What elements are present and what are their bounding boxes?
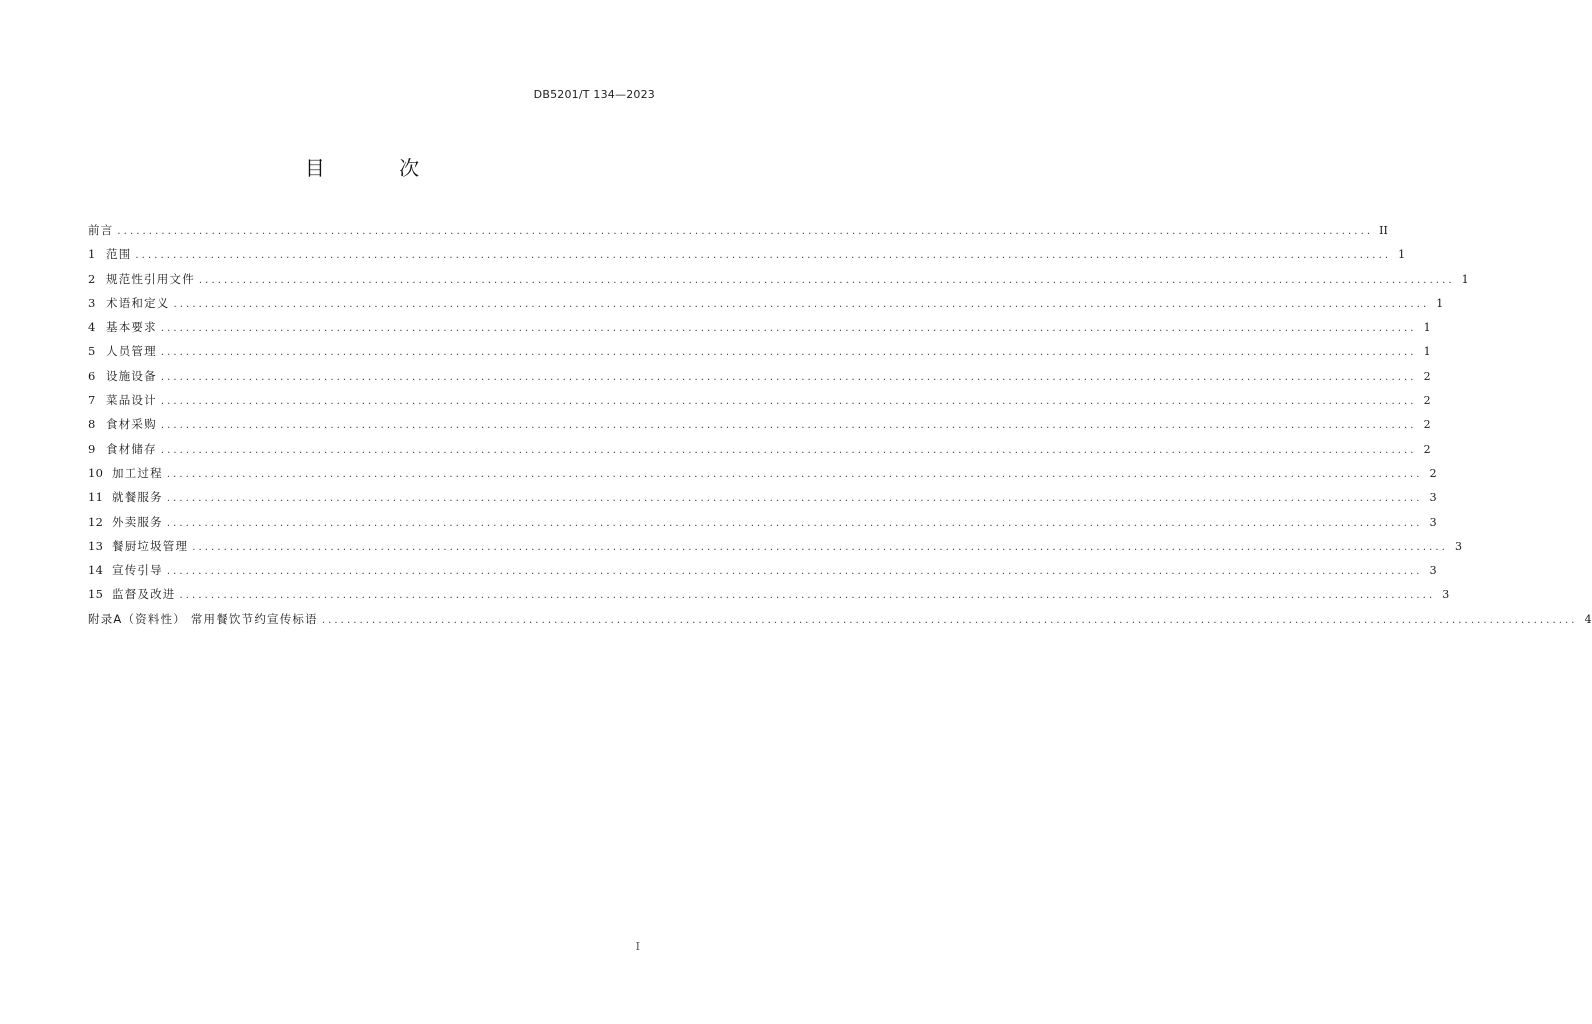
toc-entry-title: 附录A（资料性） 常用餐饮节约宣传标语 bbox=[88, 611, 318, 626]
toc-entry[interactable] bbox=[88, 388, 1431, 412]
toc-dot-leader: ........................................................................................................................................................................................................ bbox=[179, 590, 1436, 602]
toc-entry[interactable] bbox=[88, 534, 1462, 558]
toc-entry-page: 3 bbox=[1429, 491, 1437, 505]
toc-entry[interactable] bbox=[88, 267, 1469, 291]
toc-entry-number: 1 bbox=[88, 247, 96, 262]
toc-entry[interactable] bbox=[88, 218, 1388, 242]
toc-entry-title: 范围 bbox=[106, 247, 132, 262]
toc-entry-page: 3 bbox=[1429, 564, 1437, 578]
toc-entry-title: 前言 bbox=[88, 223, 114, 237]
toc-dot-leader: ........................................................................................................................................................................................................ bbox=[198, 274, 1455, 286]
toc-entry-title: 食材采购 bbox=[106, 417, 157, 432]
toc-entry-number: 10 bbox=[88, 465, 104, 480]
toc-dot-leader: ........................................................................................................................................................................................................ bbox=[160, 420, 1417, 432]
toc-dot-leader: ........................................................................................................................................................................................................ bbox=[166, 493, 1423, 505]
toc-dot-leader: ........................................................................................................................................................................................................ bbox=[160, 444, 1417, 456]
toc-dot-leader: ........................................................................................................................................................................................................ bbox=[160, 396, 1417, 408]
toc-entry-title: 外卖服务 bbox=[112, 514, 163, 529]
toc-entry-number: 5 bbox=[88, 344, 96, 359]
toc-entry-number: 15 bbox=[88, 587, 104, 602]
toc-entry-title: 加工过程 bbox=[112, 465, 163, 480]
toc-entry-page: 4 bbox=[1584, 612, 1592, 626]
toc-entry-number: 3 bbox=[88, 295, 96, 310]
toc-dot-leader: ........................................................................................................................................................................................................ bbox=[166, 517, 1423, 529]
toc-entry[interactable] bbox=[88, 485, 1437, 509]
toc-entry-page: II bbox=[1379, 224, 1388, 237]
toc-entry[interactable] bbox=[88, 339, 1431, 363]
toc-dot-leader: ........................................................................................................................................................................................................ bbox=[135, 250, 1392, 262]
toc-entry[interactable] bbox=[88, 242, 1406, 266]
toc-dot-leader: ........................................................................................................................................................................................................ bbox=[160, 323, 1417, 335]
toc-dot-leader: ........................................................................................................................................................................................................ bbox=[321, 614, 1578, 626]
toc-entry-title: 就餐服务 bbox=[112, 490, 163, 505]
toc-entry[interactable] bbox=[88, 364, 1431, 388]
toc-entry-page: 1 bbox=[1423, 345, 1431, 359]
page-title: 目 次 bbox=[304, 156, 454, 180]
toc-entry-page: 3 bbox=[1442, 588, 1450, 602]
toc-entry-page: 2 bbox=[1423, 394, 1431, 408]
toc-entry-title: 食材储存 bbox=[106, 441, 157, 456]
toc-entry-page: 1 bbox=[1423, 321, 1431, 335]
page-number: I bbox=[635, 940, 640, 953]
document-code: DB5201/T 134—2023 bbox=[533, 88, 655, 101]
toc-entry-title: 设施设备 bbox=[106, 368, 157, 383]
toc-entry-page: 1 bbox=[1398, 248, 1406, 262]
toc-entry-page: 2 bbox=[1423, 418, 1431, 432]
toc-entry-title: 基本要求 bbox=[106, 320, 157, 335]
table-of-contents bbox=[88, 218, 1592, 631]
toc-entry-title: 监督及改进 bbox=[112, 587, 176, 602]
toc-entry-title: 术语和定义 bbox=[106, 295, 170, 310]
toc-dot-leader: ........................................................................................................................................................................................................ bbox=[160, 347, 1417, 359]
toc-entry-title: 规范性引用文件 bbox=[106, 271, 195, 286]
toc-entry-number: 4 bbox=[88, 320, 96, 335]
toc-entry-number: 7 bbox=[88, 393, 96, 408]
toc-entry-page: 3 bbox=[1454, 539, 1462, 553]
toc-entry-page: 3 bbox=[1429, 515, 1437, 529]
toc-entry[interactable] bbox=[88, 461, 1437, 485]
toc-dot-leader: ........................................................................................................................................................................................................ bbox=[160, 371, 1417, 383]
toc-dot-leader: ........................................................................................................................................................................................................ bbox=[117, 226, 1374, 237]
toc-entry-number: 11 bbox=[88, 490, 104, 505]
toc-entry-title: 人员管理 bbox=[106, 344, 157, 359]
toc-entry[interactable] bbox=[88, 582, 1450, 606]
toc-entry-number: 6 bbox=[88, 368, 96, 383]
toc-dot-leader: ........................................................................................................................................................................................................ bbox=[192, 541, 1448, 553]
toc-entry-number: 9 bbox=[88, 441, 96, 456]
toc-entry[interactable] bbox=[88, 510, 1437, 534]
toc-dot-leader: ........................................................................................................................................................................................................ bbox=[166, 566, 1423, 578]
toc-entry[interactable] bbox=[88, 607, 1592, 631]
toc-entry-number: 2 bbox=[88, 271, 96, 286]
toc-entry-title: 宣传引导 bbox=[112, 563, 163, 578]
toc-entry[interactable] bbox=[88, 558, 1437, 582]
toc-entry[interactable] bbox=[88, 315, 1431, 339]
toc-entry-number: 8 bbox=[88, 417, 96, 432]
toc-dot-leader: ........................................................................................................................................................................................................ bbox=[173, 298, 1430, 310]
toc-entry-title: 餐厨垃圾管理 bbox=[112, 538, 189, 553]
toc-entry-number: 12 bbox=[88, 514, 104, 529]
toc-entry-page: 1 bbox=[1461, 272, 1469, 286]
toc-entry-page: 2 bbox=[1423, 369, 1431, 383]
toc-dot-leader: ........................................................................................................................................................................................................ bbox=[166, 468, 1423, 480]
toc-entry[interactable] bbox=[88, 437, 1431, 461]
toc-entry-page: 2 bbox=[1429, 466, 1437, 480]
toc-entry[interactable] bbox=[88, 291, 1444, 315]
toc-entry-page: 1 bbox=[1436, 296, 1444, 310]
toc-entry-page: 2 bbox=[1423, 442, 1431, 456]
toc-entry-number: 14 bbox=[88, 563, 104, 578]
toc-entry-number: 13 bbox=[88, 538, 104, 553]
toc-entry[interactable] bbox=[88, 412, 1431, 436]
toc-entry-title: 菜品设计 bbox=[106, 393, 157, 408]
